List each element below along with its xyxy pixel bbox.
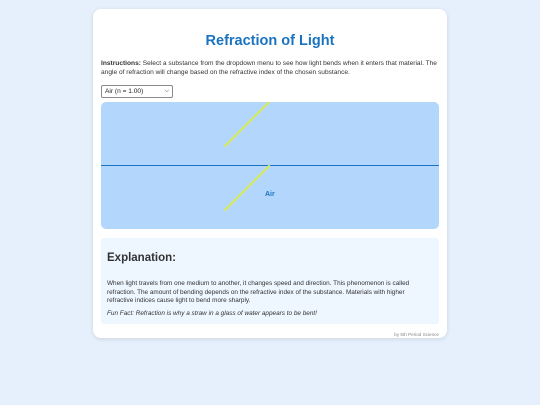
explanation-panel	[101, 238, 439, 324]
incident-ray	[225, 102, 269, 146]
main-card	[93, 9, 447, 338]
refraction-simulation	[101, 102, 439, 229]
instructions-label: Instructions:	[101, 60, 141, 67]
instructions	[101, 59, 439, 77]
fun-fact: Fun Fact: Refraction is why a straw in a glass of water appears to be bent!	[107, 310, 317, 317]
chevron-down-icon: ⌵	[164, 88, 169, 94]
instructions-text: Select a substance from the dropdown menu to see how light bends when it enters that material. The angle of refraction will change based on the refractive index of the chosen substance.	[101, 60, 437, 76]
refracted-ray	[225, 166, 269, 210]
credit-text: by 5th Period Science	[394, 332, 439, 337]
explanation-heading: Explanation:	[107, 252, 177, 264]
explanation-body: When light travels from one medium to another, it changes speed and direction. This phenomenon is called refraction. The amount of bending depends on the refractive index of the substance. Materials with higher refractive indices cause light to bend more sharply.	[107, 280, 410, 305]
substance-select[interactable]	[101, 85, 173, 98]
substance-select-value: Air (n = 1.00)	[105, 88, 144, 95]
medium-label: Air	[265, 191, 275, 198]
refraction-canvas	[101, 102, 439, 229]
page-title: Refraction of Light	[205, 33, 335, 49]
